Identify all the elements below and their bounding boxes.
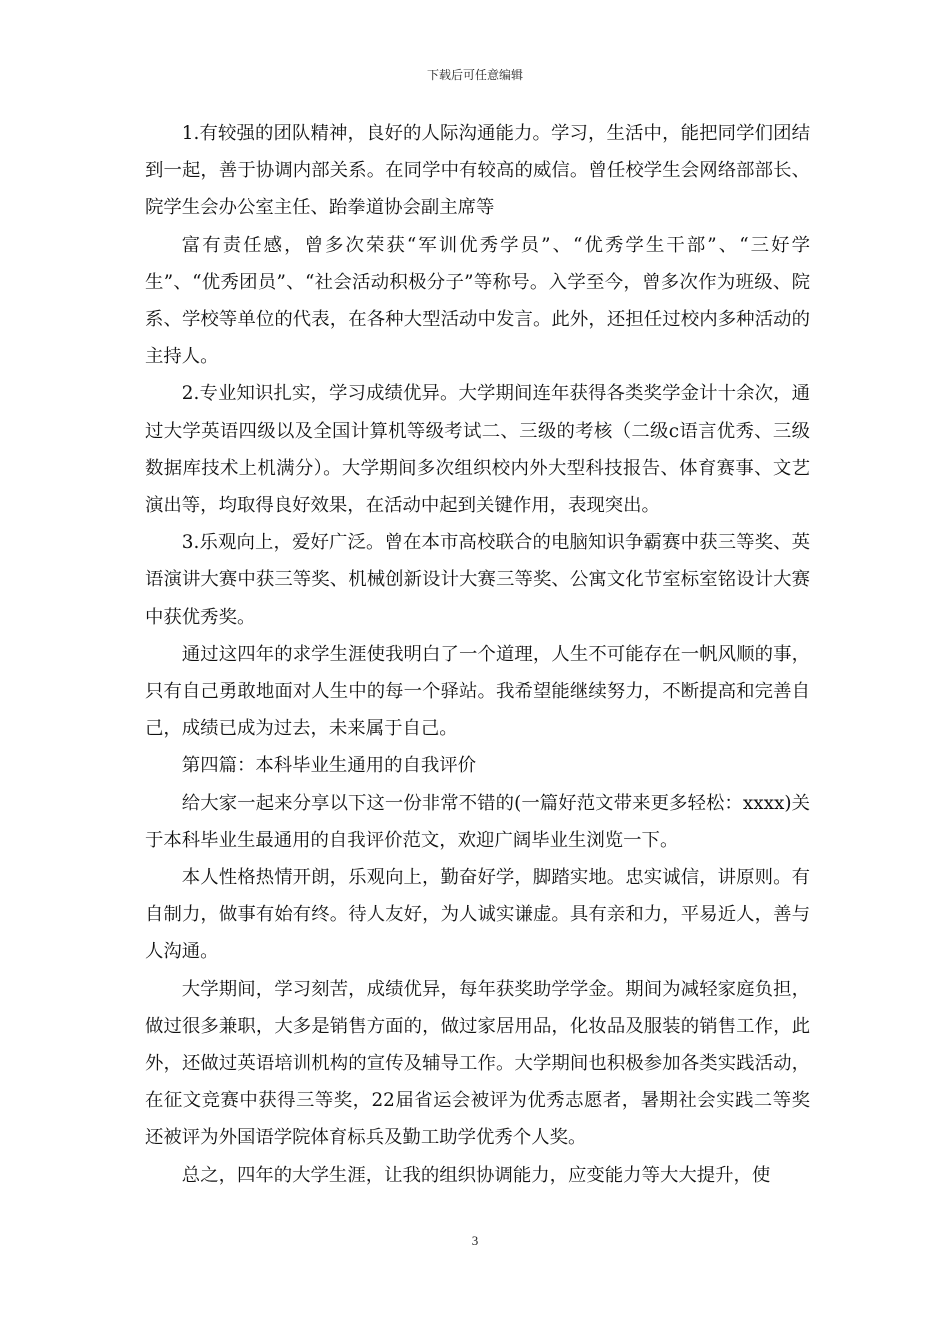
- paragraph-1: 1.有较强的团队精神，良好的人际沟通能力。学习，生活中，能把同学们团结到一起，善于协调内部关系。在同学中有较高的威信。曾任校学生会网络部部长、院学生会办公室主任、跆拳道协会副主席等: [145, 123, 810, 219]
- paragraph-9: 大学期间，学习刻苦，成绩优异，每年获奖助学学金。期间为减轻家庭负担，做过很多兼职，大多是销售方面的，做过家居用品，化妆品及服装的销售工作，此外，还做过英语培训机构的宣传及辅导工作。大学期间也积极参加各类实践活动，在征文竞赛中获得三等奖，22届省运会被评为优秀志愿者，暑期社会实践二等奖还被评为外国语学院体育标兵及勤工助学优秀个人奖。: [145, 978, 810, 1149]
- paragraph-2: 富有责任感，曾多次荣获“军训优秀学员”、“优秀学生干部”、“三好学生”、“优秀团员”、“社会活动积极分子”等称号。入学至今，曾多次作为班级、院系、学校等单位的代表，在各种大型活动中发言。此外，还担任过校内多种活动的主持人。: [145, 234, 810, 368]
- paragraph-4: 3.乐观向上，爱好广泛。曾在本市高校联合的电脑知识争霸赛中获三等奖、英语演讲大赛中获三等奖、机械创新设计大赛三等奖、公寓文化节室标室铭设计大赛中获优秀奖。: [145, 532, 810, 628]
- paragraph-5: 通过这四年的求学生涯使我明白了一个道理，人生不可能存在一帆风顺的事，只有自己勇敢地面对人生中的每一个驿站。我希望能继续努力，不断提高和完善自己，成绩已成为过去，未来属于自己。: [145, 643, 810, 740]
- paragraph-3: 2.专业知识扎实，学习成绩优异。大学期间连年获得各类奖学金计十余次，通过大学英语四级以及全国计算机等级考试二、三级的考核（二级c语言优秀、三级数据库技术上机满分）。大学期间多次组织校内外大型科技报告、体育赛事、文艺演出等，均取得良好效果，在活动中起到关键作用，表现突出。: [145, 383, 810, 517]
- paragraph-7: 给大家一起来分享以下这一份非常不错的(一篇好范文带来更多轻松：xxxx)关于本科毕业生最通用的自我评价范文，欢迎广阔毕业生浏览一下。: [145, 792, 810, 851]
- document-body: [145, 115, 810, 1194]
- paragraph-10: 总之，四年的大学生涯，让我的组织协调能力，应变能力等大大提升，使: [181, 1164, 771, 1186]
- paragraph-8: 本人性格热情开朗，乐观向上，勤奋好学，脚踏实地。忠实诚信，讲原则。有自制力，做事有始有终。待人友好，为人诚实谦虚。具有亲和力，平易近人，善与人沟通。: [145, 867, 810, 963]
- page-number: 3: [471, 1233, 479, 1248]
- page-header: 下载后可任意编辑: [426, 68, 523, 82]
- section-heading: 第四篇：本科毕业生通用的自我评价: [181, 755, 477, 777]
